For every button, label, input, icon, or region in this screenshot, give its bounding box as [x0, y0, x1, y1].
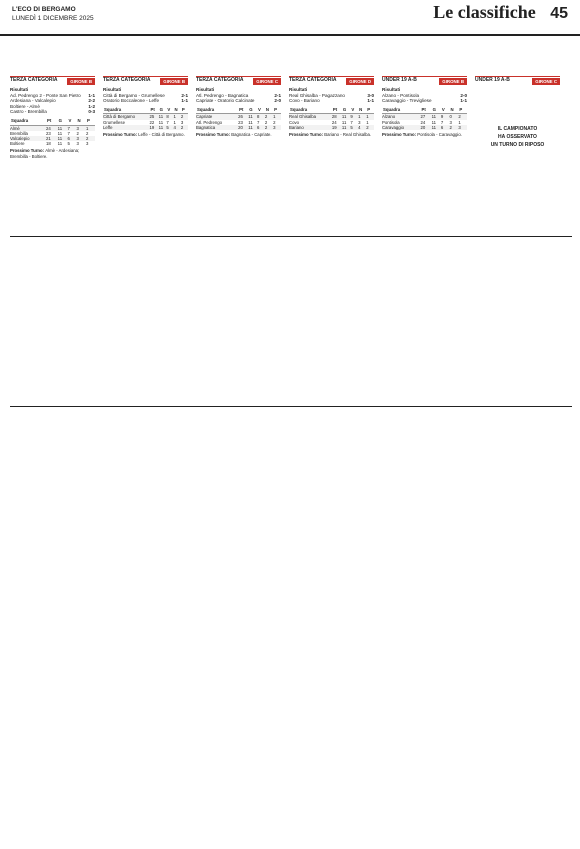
standings-card	[475, 76, 560, 242]
result-row: Real Ghisalba - Pagazzano 3-0	[289, 92, 374, 98]
masthead	[0, 0, 580, 36]
table-row: Città di Bergamo 25 11 8 1 2	[103, 114, 188, 120]
group-badge: GIRONE C	[532, 78, 560, 85]
standings-card	[196, 76, 281, 242]
table-row: Caravaggio 20 11 6 2 3	[382, 125, 467, 130]
standings-table: Squadra Pt G V N P Città di Bergamo 25 11 8 1 2 Grumellese 22 11 7 1 3 Leffe 19 11 5 4 2	[103, 106, 188, 130]
results-label: Risultati	[196, 87, 215, 92]
table-row: Alzano 27 11 9 0 2	[382, 114, 467, 120]
results-label: Risultati	[382, 87, 401, 92]
standings-table: Squadra Pt G V N P Capriate 26 11 8 2 1 Atl. Pedrengo 23 11 7 2 2 Bagnatica 20 11 6 2 3	[196, 106, 281, 130]
results-label: Risultati	[289, 87, 308, 92]
table-row: Boltiere 18 11 5 3 3	[10, 141, 89, 147]
standings-table: Squadra Pt G V N P Almè 24 11 7 3 1 Brembilla 23 11 7 2 2 Valcalepio 21 11 6 3 2 Boltiere 18 11 5 3 3	[10, 117, 95, 146]
group-badge: GIRONE D	[346, 78, 374, 85]
masthead-right	[433, 2, 568, 23]
page-number: 45	[550, 5, 568, 22]
next-round-note: Prossimo Turno: Almè - Ardesiana; Brembilla - Boltiere.	[10, 148, 80, 159]
result-row: Capriate - Oratorio Calcinate 2-0	[196, 98, 281, 104]
next-round-note: Prossimo Turno: Leffe - Città di Bergamo.	[103, 131, 185, 137]
standings-card	[382, 76, 467, 242]
table-row: Real Ghisalba 28 11 9 1 1	[289, 114, 374, 120]
table-row: Covo 24 11 7 3 1	[289, 119, 369, 125]
table-row: Almè 24 11 7 3 1	[10, 125, 95, 131]
group-badge: GIRONE B	[160, 78, 188, 85]
competition-title: TERZA CATEGORIA	[289, 77, 337, 84]
competition-title: UNDER 19 A-B	[475, 77, 510, 84]
card-header	[10, 77, 95, 85]
table-row: Atl. Pedrengo 23 11 7 2 2	[196, 119, 276, 125]
competition-title: TERZA CATEGORIA	[10, 77, 58, 84]
result-row: Boltiere - Almè 1-2	[10, 103, 95, 109]
issue-date: LUNEDÌ 1 DICEMBRE 2025	[12, 15, 94, 22]
card-header	[289, 77, 374, 85]
result-row: Ad. Pedrengo 2 - Ponte San Pietro 1-1	[10, 92, 95, 98]
group-badge: GIRONE C	[253, 78, 281, 85]
table-row: Leffe 19 11 5 4 2	[103, 125, 188, 130]
result-row: Città di Bergamo - Grumellese 2-1	[103, 92, 188, 98]
results-label: Risultati	[10, 87, 29, 92]
card-header	[196, 77, 281, 85]
group-badge: GIRONE B	[67, 78, 95, 85]
result-row: Covo - Bariano 1-1	[289, 98, 374, 104]
standings-table: Squadra Pt G V N P Alzano 27 11 9 0 2 Pontisola 24 11 7 3 1 Caravaggio 20 11 6 2 3	[382, 106, 467, 130]
next-round-note: Prossimo Turno: Bagnatica - Capriate.	[196, 131, 272, 137]
masthead-left	[12, 5, 94, 23]
standings-card	[289, 76, 374, 242]
table-row: Grumellese 22 11 7 1 3	[103, 119, 184, 125]
result-row: Castro - Brembilla 0-3	[10, 109, 95, 115]
competition-title: UNDER 19 A-B	[382, 77, 417, 84]
standings-card	[103, 76, 188, 242]
table-row: Brembilla 23 11 7 2 2	[10, 130, 89, 136]
card-header	[475, 77, 560, 85]
result-row: Caravaggio - Trevigliese 1-1	[382, 98, 467, 104]
card-header	[103, 77, 188, 85]
row-divider	[10, 406, 572, 407]
standings-table: Squadra Pt G V N P Real Ghisalba 28 11 9 1 1 Covo 24 11 7 3 1 Bariano 19 11 5 4 2	[289, 106, 374, 130]
competition-title: TERZA CATEGORIA	[196, 77, 244, 84]
result-row: Ardesiana - Valcalepio 2-2	[10, 98, 95, 104]
table-row: Bariano 19 11 5 4 2	[289, 125, 374, 130]
next-round-note: Prossimo Turno: Pontisola - Caravaggio.	[382, 131, 462, 137]
standings-card	[10, 76, 95, 242]
table-row: Pontisola 24 11 7 3 1	[382, 119, 461, 125]
result-row: Alzano - Pontisola 2-0	[382, 92, 467, 98]
group-badge: GIRONE B	[439, 78, 467, 85]
next-round-note: Prossimo Turno: Bariano - Real Ghisalba.	[289, 131, 372, 137]
result-row: Oratorio Boccaleone - Leffe 1-1	[103, 98, 188, 104]
results-label: Risultati	[103, 87, 122, 92]
newspaper-name: L'ECO DI BERGAMO	[12, 6, 76, 13]
table-row: Bagnatica 20 11 6 2 3	[196, 125, 281, 130]
section-title: Le classifiche	[433, 2, 536, 22]
competition-title: TERZA CATEGORIA	[103, 77, 151, 84]
no-games-notice: IL CAMPIONATO HA OSSERVATO UN TURNO DI RIPOSO	[490, 126, 545, 148]
row-divider	[10, 236, 572, 237]
result-row: Atl. Pedrengo - Bagnatica 2-1	[196, 92, 281, 98]
table-row: Valcalepio 21 11 6 3 2	[10, 136, 95, 141]
table-row: Capriate 26 11 8 2 1	[196, 114, 281, 120]
card-header	[382, 77, 467, 85]
